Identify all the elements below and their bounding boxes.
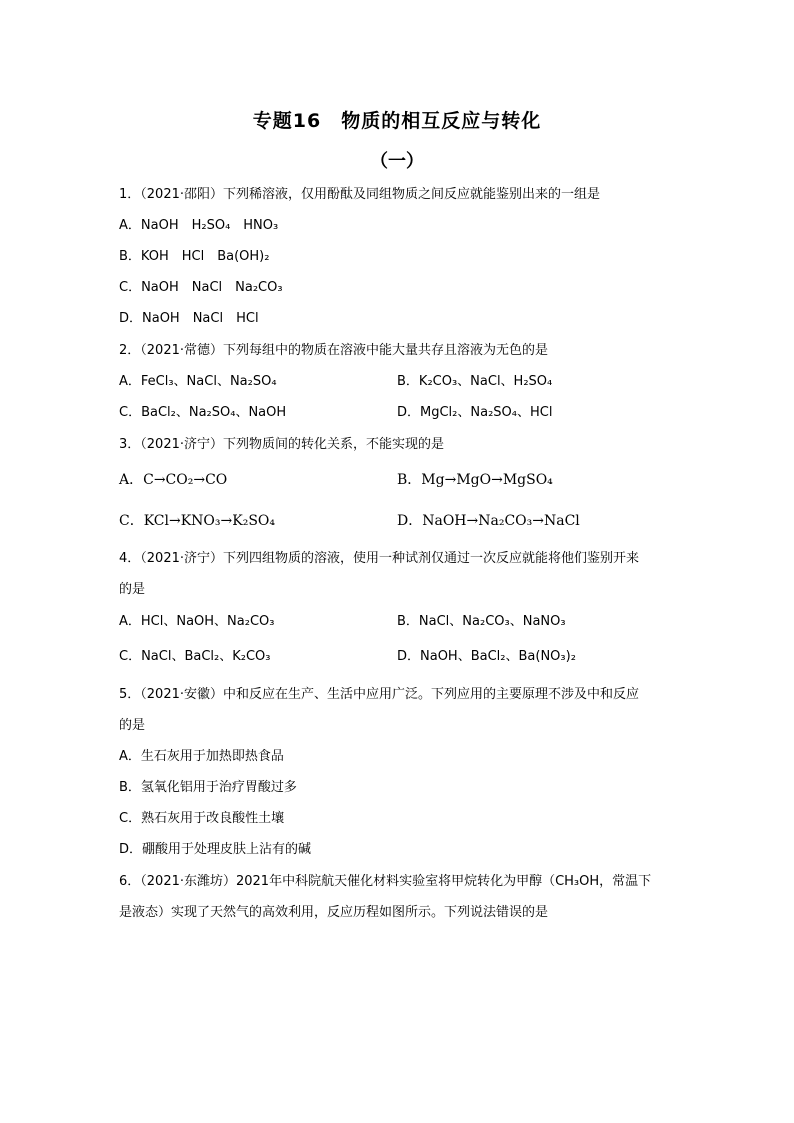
page-subtitle: （一） — [370, 151, 424, 172]
q2-option-a: A．FeCl₃、NaCl、Na₂SO₄ — [119, 374, 277, 389]
q3-option-c: C．KCl→KNO₃→K₂SO₄ — [119, 513, 275, 529]
question-6-line-2: 是液态）实现了天然气的高效利用，反应历程如图所示。下列说法错误的是 — [119, 905, 549, 920]
q2-option-d: D．MgCl₂、Na₂SO₄、HCl — [397, 405, 553, 420]
q3-option-d: D．NaOH→Na₂CO₃→NaCl — [397, 513, 580, 529]
question-6-line-1: 6．（2021·东潍坊）2021年中科院航天催化材料实验室将甲烷转化为甲醇（CH₃OH，常温下 — [119, 874, 652, 889]
q4-option-b: B．NaCl、Na₂CO₃、NaNO₃ — [397, 614, 566, 629]
q1-option-a: A．NaOH H₂SO₄ HNO₃ — [119, 218, 279, 233]
page-title: 专题16 物质的相互反应与转化 — [252, 110, 542, 132]
q3-option-b: B．Mg→MgO→MgSO₄ — [397, 472, 553, 488]
q4-option-a: A．HCl、NaOH、Na₂CO₃ — [119, 614, 275, 629]
question-1: 1．（2021·邵阳）下列稀溶液，仅用酚酞及同组物质之间反应就能鉴别出来的一组是 — [119, 187, 600, 202]
q5-option-c: C．熟石灰用于改良酸性土壤 — [119, 811, 285, 826]
question-4-line-1: 4．（2021·济宁）下列四组物质的溶液，使用一种试剂仅通过一次反应就能将他们鉴别开来 — [119, 551, 639, 566]
q2-option-c: C．BaCl₂、Na₂SO₄、NaOH — [119, 405, 287, 420]
q4-option-d: D．NaOH、BaCl₂、Ba(NO₃)₂ — [397, 649, 576, 664]
question-5-line-1: 5．（2021·安徽）中和反应在生产、生活中应用广泛。下列应用的主要原理不涉及中和反应 — [119, 687, 639, 702]
q5-option-a: A．生石灰用于加热即热食品 — [119, 749, 284, 764]
q4-option-c: C．NaCl、BaCl₂、K₂CO₃ — [119, 649, 271, 664]
q1-option-b: B．KOH HCl Ba(OH)₂ — [119, 249, 270, 264]
q1-option-d: D．NaOH NaCl HCl — [119, 311, 259, 326]
q3-option-a: A．C→CO₂→CO — [119, 472, 228, 488]
q5-option-d: D．硼酸用于处理皮肤上沾有的碱 — [119, 842, 312, 857]
question-2: 2．（2021·常德）下列每组中的物质在溶液中能大量共存且溶液为无色的是 — [119, 343, 548, 358]
question-3: 3．（2021·济宁）下列物质间的转化关系，不能实现的是 — [119, 437, 444, 452]
question-4-line-2: 的是 — [119, 582, 146, 597]
question-5-line-2: 的是 — [119, 718, 146, 733]
q1-option-c: C．NaOH NaCl Na₂CO₃ — [119, 280, 283, 295]
q5-option-b: B．氢氧化铝用于治疗胃酸过多 — [119, 780, 297, 795]
q2-option-b: B．K₂CO₃、NaCl、H₂SO₄ — [397, 374, 553, 389]
